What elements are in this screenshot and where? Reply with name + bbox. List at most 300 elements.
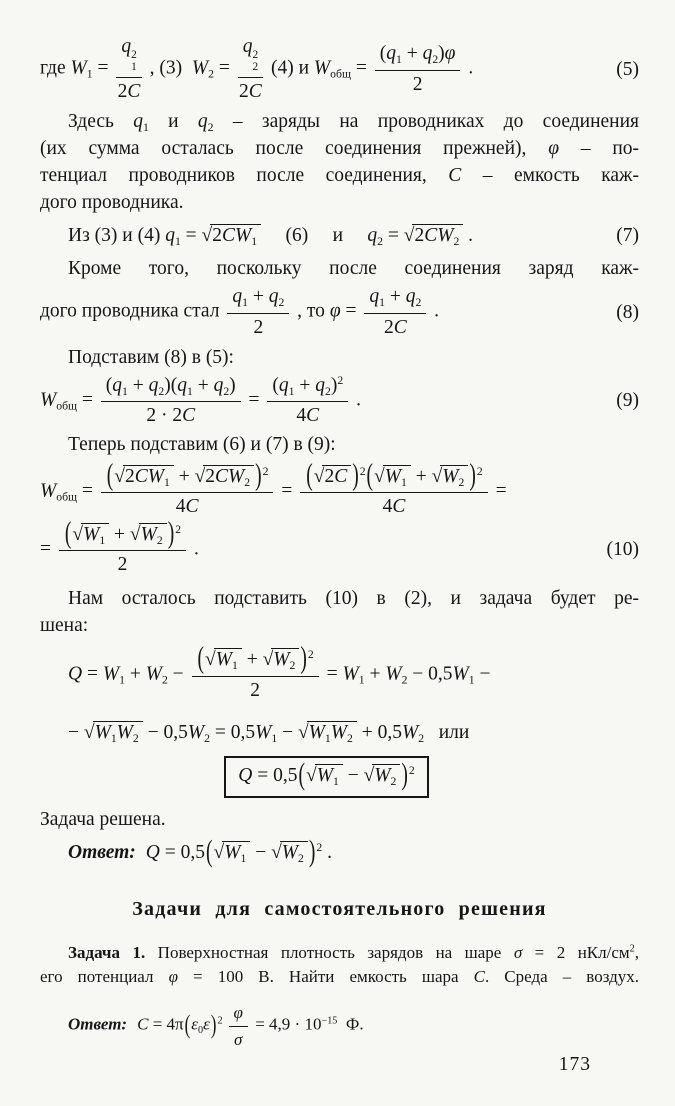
big-paren: ) [300,643,307,676]
math-variable: W [255,722,272,744]
equation-body [40,373,361,429]
radicand [315,764,343,789]
sub-sup-stack [131,49,137,74]
denominator [267,402,348,428]
text-run: , (3) [144,57,192,79]
math-variable: q [405,286,416,308]
radical-sign: √ [297,722,309,744]
text-run: − [342,765,364,787]
text-run: ) [330,375,338,397]
subscript: общ [330,67,351,81]
numerator [229,1001,248,1027]
denominator [101,402,241,428]
numerator [116,34,141,78]
text-run: . [322,842,332,864]
math-variable: q [367,225,378,247]
radicand [139,523,167,545]
numerator [101,459,274,493]
text-run: Задача решена. [40,809,166,831]
denominator [116,78,141,104]
fraction [375,41,461,97]
text-run: = [321,663,343,685]
superscript: 2 [252,48,259,61]
vertical-gap [40,866,639,896]
text-run: + [124,663,146,685]
equation-q-part-1 [40,643,639,703]
bold-text: Задачи для самостоятельного решения [132,898,547,921]
fraction [238,34,263,104]
subscript: 1 [186,385,193,399]
math-variable: q [121,36,132,57]
text-run: . [429,300,440,322]
task-1-line [40,965,639,989]
math-variable: W [316,765,333,787]
text-run: = 2 нКл/см [522,943,630,963]
subscript: 2 [158,385,165,399]
superscript: 2 [337,373,344,387]
math-variable: W [313,57,331,79]
math-variable: W [40,480,57,502]
subscript: 1 [164,475,170,489]
math-variable: W [452,663,469,685]
boxed-equation-body [224,756,428,798]
paragraph-line [40,344,639,371]
text-run: Поверхностная плотность зарядов на шаре [145,943,514,963]
big-paren: ( [298,759,306,792]
math-variable: φ [444,43,456,65]
fraction [229,1001,248,1051]
text-run: = [350,57,372,79]
math-variable: q [197,111,208,133]
text-run: + [127,375,149,397]
math-variable: W [224,842,241,864]
fraction [101,373,241,429]
math-variable: q [148,375,159,397]
math-variable: Q [145,842,160,864]
subscript: 2 [223,385,230,399]
text-run: где [40,57,71,79]
text-run: = 4,9 · 10 [250,1014,322,1034]
text-run: 2 [324,465,335,487]
math-variable: W [116,722,133,744]
numerator [267,373,348,402]
math-variable: q [133,111,143,133]
vertical-gap [40,923,639,941]
math-variable: Q [68,663,83,685]
math-variable: W [140,523,157,545]
equation-number: (10) [606,538,639,560]
text-run: , то [292,300,330,322]
math-variable: W [330,722,347,744]
radicand [214,648,242,673]
subscript: 2 [252,61,259,74]
math-variable: CW [424,225,454,247]
math-variable: C [306,405,320,427]
big-paren: ( [197,643,205,676]
text-run: + [401,43,423,65]
text-run: 2 [117,553,128,575]
equation-q-part-2 [40,719,639,746]
math-variable: C [448,165,462,187]
radical-sign: √ [205,649,216,671]
text-run: его потенциал [40,967,169,987]
text-run: = 0,5 [209,722,256,744]
text-run: 4 [175,496,186,518]
subscript: 1 [395,53,402,67]
text-run: = [77,389,98,411]
subscript: 2 [204,732,210,746]
square-root [201,225,262,249]
radical-sign: √ [363,765,375,787]
fraction [227,284,289,340]
superscript: 2 [262,464,269,478]
text-run: – емкость каж- [461,165,639,187]
text-run: 2 [239,80,249,102]
subscript: 2 [390,775,397,789]
subscript: 1 [99,533,106,547]
text-run: + [192,375,214,397]
numerator [101,373,241,402]
text-run: − [277,722,298,744]
superscript: 2 [175,522,182,536]
text-run: . [189,537,199,559]
math-variable: W [191,57,209,79]
text-run: или [424,722,470,744]
math-variable: q [232,286,243,308]
radicand [322,465,351,487]
text-run: 4 [382,496,393,518]
big-paren: ( [184,1009,191,1039]
subscript: 2 [132,732,139,746]
math-variable: CW [222,225,252,247]
subscript: 2 [377,235,383,249]
text-run: = [383,225,404,247]
paragraph-line [40,189,639,216]
fraction [364,284,426,340]
math-variable: φ [548,138,559,160]
fraction [101,459,274,520]
square-root [130,524,167,545]
text-run: = [82,663,103,685]
math-variable: φ [329,300,341,322]
radical-sign: √ [201,225,213,247]
numerator [227,284,289,313]
radical-sign: √ [271,842,282,864]
square-root [271,842,308,866]
boxed-final-answer [40,756,639,798]
subscript: 2 [432,53,439,67]
text-run: 2 [125,465,135,487]
subscript: 2 [325,385,331,399]
text-run: ( [379,43,387,65]
text-run: шена: [40,615,89,637]
answer-c-line [40,1001,639,1051]
text-run: 2 [253,316,264,338]
text-run: = [40,537,56,559]
math-variable: W [385,663,402,685]
equation-number: (7) [616,225,639,247]
answer-q-line [40,836,639,869]
text-run: − [167,663,189,685]
subscript: 1 [271,732,278,746]
radical-sign: √ [194,465,206,487]
big-paren: ( [306,459,313,493]
text-run: – заряды на проводниках до соединения [213,111,639,133]
task-solved-line [40,806,639,833]
text-run: = [213,57,235,79]
text-run: 2 [250,679,260,701]
equation-8 [40,284,639,340]
equation-body [132,896,546,923]
text-run: + [109,523,130,545]
text-run: ( [105,375,113,397]
text-run: = [490,480,507,502]
subscript: 2 [244,475,251,489]
text-run: и [148,111,198,133]
math-variable: q [422,43,433,65]
page-number: 173 [558,1054,591,1075]
square-root [297,722,357,746]
radicand [280,841,308,866]
paragraph-line [40,255,639,282]
text-run: (6) и [261,225,368,247]
subscript: общ [56,399,78,413]
text-run: + [241,649,263,671]
denominator [375,71,461,97]
text-run: = 0,5 [159,842,206,864]
square-root [306,765,343,789]
text-run: Кроме того, поскольку после соединения заряд каж- [68,258,639,280]
subscript: 1 [231,659,238,673]
text-run: (их сумма осталась после соединения прежней), [40,138,549,160]
math-variable: CW [215,465,245,487]
equation-10-part-2 [40,517,639,578]
equation-body [68,719,469,746]
equation-number: (8) [616,301,639,323]
radical-sign: √ [262,649,274,671]
equation-body [68,1001,364,1051]
paragraph-line [40,162,639,189]
text-run: = 0,5 [252,765,298,787]
bold-text: Задача 1. [68,943,146,963]
superscript: 2 [359,464,366,478]
equation-body [40,459,507,520]
text-run: = [180,225,202,247]
equation-number: (5) [616,58,639,80]
subscript: 2 [278,296,285,310]
subscript: 1 [324,732,331,746]
denominator [227,314,289,340]
square-root [205,649,242,673]
text-run: = [92,57,114,79]
radicand [307,721,357,746]
paragraph-line [40,431,639,458]
numerator [59,517,186,551]
math-variable: W [442,465,459,487]
math-variable: C [473,967,485,987]
subscript: 1 [379,296,385,310]
radicand [93,721,143,746]
radicand [210,224,261,249]
radical-sign: √ [431,465,443,487]
equation-9 [40,373,639,429]
subscript: 2 [401,673,408,687]
math-variable: q [242,36,253,57]
text-run: 2 · 2 [146,405,183,427]
page-content [40,34,639,1051]
text-run: = [243,389,265,411]
superscript: 2 [476,464,483,478]
subscript: 1 [468,673,475,687]
subscript: 2 [208,67,214,81]
text-run: . [351,389,361,411]
text-run: = 100 В. Найти емкость шара [177,967,474,987]
equation-body [40,517,199,578]
subscript: общ [56,490,78,504]
subscript: 1 [251,235,258,249]
numerator [300,459,488,493]
text-run: = [77,480,98,502]
subscript: 2 [453,235,460,249]
text-run: Ф. [337,1014,364,1034]
math-variable: W [273,649,290,671]
text-run: = 4π [148,1014,184,1034]
math-variable: C [137,1014,149,1034]
square-root [363,765,401,789]
answer-label: Ответ: [68,842,136,864]
fraction [192,643,319,703]
equation-body [68,643,491,703]
sub-sup-stack [252,49,258,74]
subscript: 1 [358,673,365,687]
numerator [192,643,319,676]
math-variable: W [187,722,205,744]
subscript: 1 [86,67,93,81]
math-variable: q [315,375,326,397]
math-variable: W [102,663,120,685]
subscript: 2 [418,732,425,746]
math-variable: C [127,80,141,102]
radicand [383,465,411,487]
text-run: Здесь [68,111,134,133]
text-run: Нам осталось подставить (10) в (2), и задача будет ре- [68,588,639,610]
text-run: + [410,465,432,487]
math-variable: q [213,375,224,397]
subscript: 2 [289,659,296,673]
superscript: −15 [321,1015,338,1027]
square-root [114,466,174,487]
math-variable: φ [233,1003,243,1023]
text-run: . [463,225,474,247]
math-variable: CW [134,465,164,487]
text-run: Теперь подставим (6) и (7) в (9): [68,433,336,455]
math-variable: W [215,649,232,671]
subscript: 1 [119,673,125,687]
subscript: 1 [242,296,248,310]
square-root [195,466,255,487]
math-variable: Q [238,765,253,787]
radicand [271,648,299,673]
equation-3-4-5 [40,34,639,104]
radicand [372,764,400,789]
radical-sign: √ [403,225,415,247]
denominator [192,677,319,703]
radicand [222,841,250,866]
text-run: Из (3) и (4) [68,225,166,247]
math-variable: W [281,842,299,864]
subscript: 1 [110,732,117,746]
math-variable: σ [513,943,523,963]
text-run: дого проводника. [40,192,184,214]
text-run: − [474,663,491,685]
math-variable: C [393,316,407,338]
answer-label: Ответ: [68,1014,128,1034]
text-run: − 0,5 [407,663,453,685]
math-variable: C [334,465,348,487]
subscript: 2 [156,533,163,547]
subscript: 1 [288,385,295,399]
square-root [72,524,109,545]
math-variable: C [392,496,406,518]
subscript: 1 [122,385,128,399]
math-variable: W [374,765,391,787]
radical-sign: √ [83,722,95,744]
square-root [374,466,411,487]
fraction [300,459,488,520]
paragraph-line [40,585,639,612]
text-run: − [68,722,84,744]
big-paren: ) [167,517,175,550]
math-variable: φ [168,967,178,987]
square-root [403,225,464,249]
math-variable: C [182,405,196,427]
math-variable: W [384,465,401,487]
text-run: 4 [296,405,307,427]
text-run: ) [438,43,445,65]
text-run: 2 [414,225,425,247]
fraction [59,517,186,578]
math-variable: W [308,722,325,744]
fraction [116,34,141,104]
subscript: 2 [298,852,304,866]
equation-body [68,836,332,869]
equation-body [68,222,473,249]
big-paren: ) [210,1009,217,1039]
paragraph-line [40,135,639,162]
math-variable: W [40,389,57,411]
text-run: 2 [212,225,222,247]
subscript: 1 [142,121,149,135]
text-run: 2 [117,80,128,102]
math-variable: σ [234,1030,243,1050]
math-variable: q [177,375,187,397]
big-paren: ( [106,459,114,493]
superscript: 2 [217,1015,223,1027]
text-run: , [634,943,639,963]
superscript: 2 [307,648,314,662]
big-paren: ( [366,459,374,493]
text-run: тенциал проводников после соединения, [40,165,449,187]
denominator [229,1027,248,1050]
text-run: + [364,663,386,685]
subscript: 0 [197,1025,204,1037]
numerator [238,34,263,78]
radicand [81,523,109,545]
math-variable: W [342,663,359,685]
task-1-line [40,941,639,965]
big-paren: ) [255,459,262,493]
big-paren: ) [469,459,476,493]
